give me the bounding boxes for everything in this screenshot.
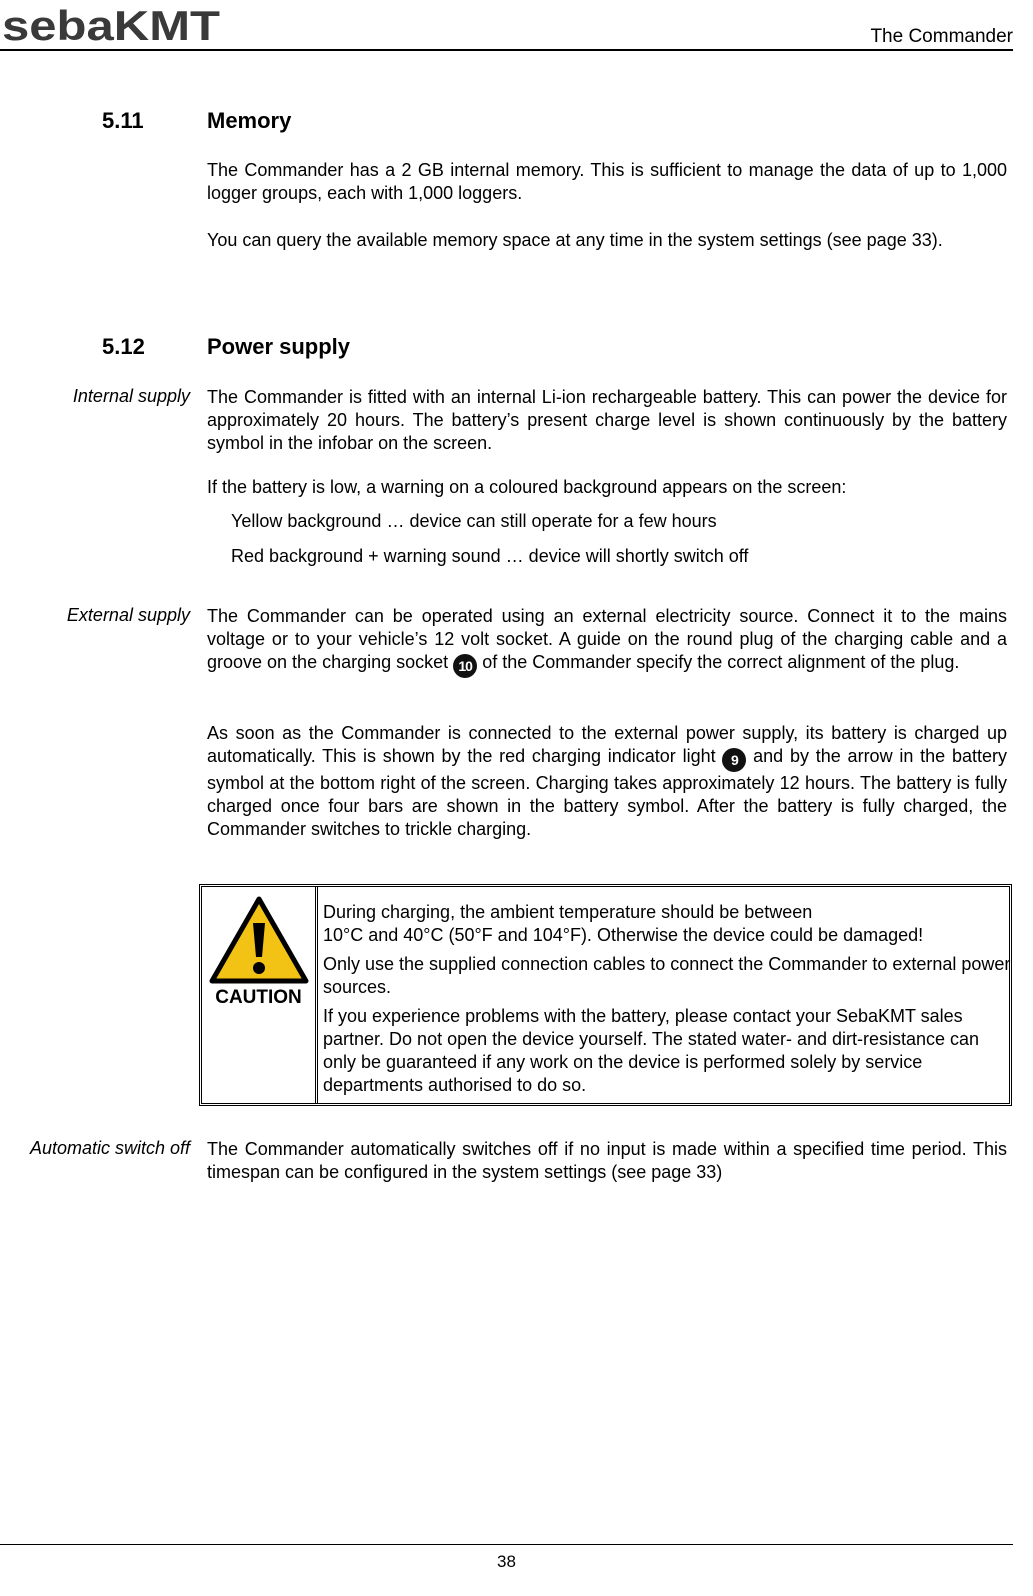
caution-paragraph-1 bbox=[323, 901, 1013, 947]
side-label-internal-supply: Internal supply bbox=[72, 386, 190, 406]
memory-paragraph-2: You can query the available memory space at any time in the system settings (see page 33). bbox=[207, 230, 943, 250]
section-number: 5.11 bbox=[102, 108, 144, 133]
internal-supply-paragraph-1: The Commander is fitted with an internal Li-ion rechargeable battery. This can power the device for approximately 20 hours. The battery’s present charge level is shown continuously by the battery symbol in the infobar on the screen. bbox=[207, 387, 1007, 453]
warning-red-line: Red background + warning sound … device will shortly switch off bbox=[231, 546, 749, 566]
header-title: The Commander bbox=[870, 26, 1013, 47]
side-label-external-supply: External supply bbox=[66, 605, 190, 625]
caution-label: CAUTION bbox=[215, 987, 302, 1008]
external-p1-text-a: The Commander can be operated using an external electricity source. Connect it to the mains voltage or to your vehicle’s 12 volt socket. A guide on the round plug of the charging cable and a groove on the charging socket bbox=[207, 606, 1007, 672]
section-title: Power supply bbox=[207, 334, 351, 359]
internal-supply-paragraph-2: If the battery is low, a warning on a coloured background appears on the screen: bbox=[207, 477, 847, 497]
caution-line-2: 10°C and 40°C (50°F and 104°F). Otherwise the device could be damaged! bbox=[323, 925, 924, 945]
caution-line-1: During charging, the ambient temperature should be between bbox=[323, 902, 813, 922]
external-p1-text-b: of the Commander specify the correct alignment of the plug. bbox=[482, 652, 960, 672]
warning-yellow-line: Yellow background … device can still operate for a few hours bbox=[231, 511, 717, 531]
badge-charging-socket: 10 bbox=[453, 654, 477, 678]
caution-box bbox=[199, 884, 1012, 1106]
logo-text: sebaKMT bbox=[2, 6, 221, 46]
sebakmt-logo bbox=[2, 6, 224, 46]
memory-paragraph-1: The Commander has a 2 GB internal memory. This is sufficient to manage the data of up to 1,000 logger groups, each with 1,000 loggers. bbox=[207, 160, 1007, 203]
external-supply-paragraph-1 bbox=[207, 605, 1007, 678]
header-rule bbox=[0, 49, 1013, 51]
external-p2-text-a: As soon as the Commander is connected to the external power supply, its battery is charged up automatically. This is shown by the red charging indicator light bbox=[207, 723, 1007, 766]
caution-divider bbox=[315, 887, 318, 1103]
warning-triangle-icon bbox=[208, 895, 310, 985]
footer-rule bbox=[0, 1544, 1013, 1545]
page-number: 38 bbox=[497, 1552, 516, 1571]
caution-text bbox=[323, 901, 1013, 1103]
external-supply-paragraph-2 bbox=[207, 722, 1007, 841]
caution-paragraph-3: If you experience problems with the battery, please contact your SebaKMT sales partner. Do not open the device yourself. The stated water- and dirt-resistance can only be guaranteed if any work on the device is performed solely by service departments authorised to do so. bbox=[323, 1006, 980, 1095]
caution-paragraph-2: Only use the supplied connection cables to connect the Commander to external power sources. bbox=[323, 954, 1011, 997]
section-title: Memory bbox=[207, 108, 292, 133]
automatic-switch-off-paragraph: The Commander automatically switches off if no input is made within a specified time period. This timespan can be configured in the system settings (see page 33) bbox=[207, 1139, 1007, 1182]
badge-charging-indicator: 9 bbox=[722, 748, 746, 772]
side-label-automatic-switch-off: Automatic switch off bbox=[29, 1138, 190, 1158]
section-number: 5.12 bbox=[102, 334, 145, 359]
external-p2-text-b: and by the arrow in the battery symbol at the bottom right of the screen. Charging takes approximately 12 hours. The battery is fully charged once four bars are shown in the battery symbol. After the battery is fully charged, the Commander switches to trickle charging. bbox=[207, 746, 1007, 839]
